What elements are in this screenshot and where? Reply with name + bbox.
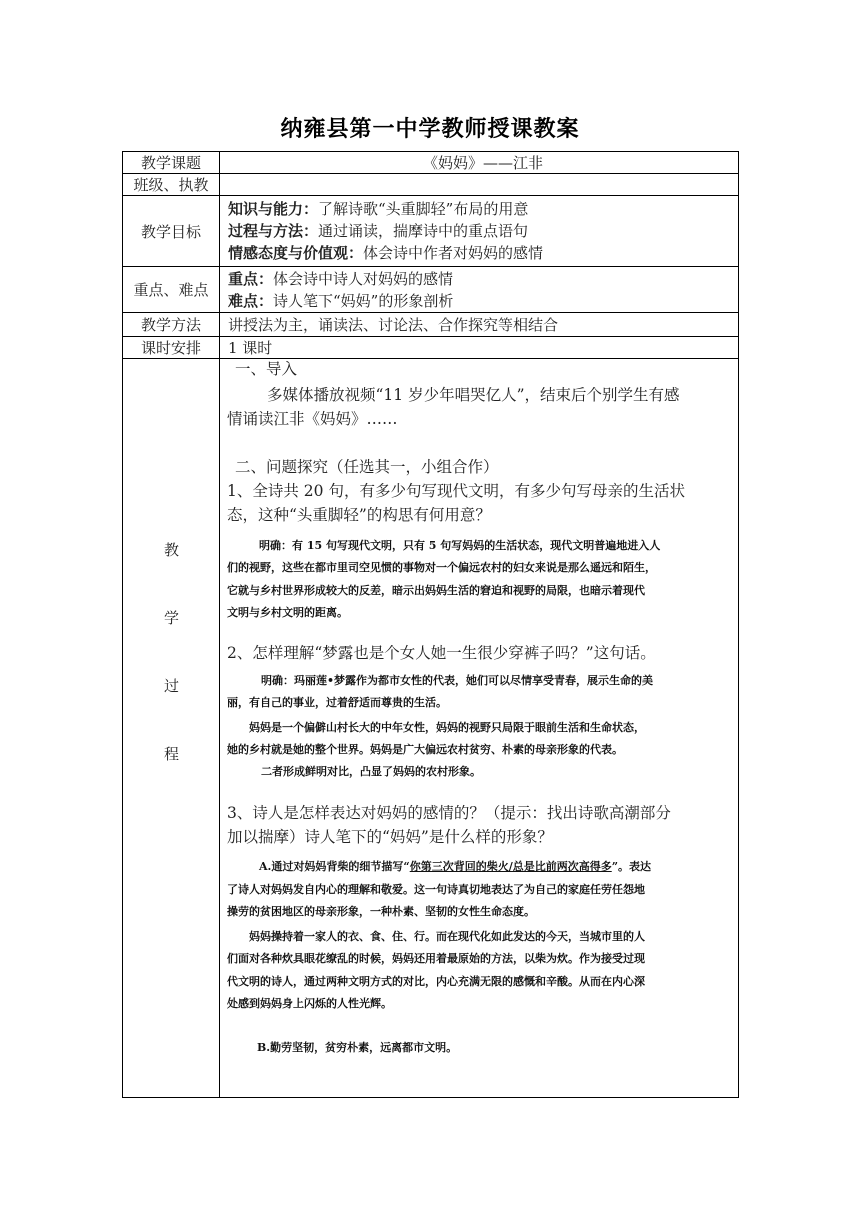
keypoint-focus: [228, 268, 738, 290]
keypoint-difficulty-key: 难点：: [228, 291, 274, 310]
intro-line-1: 多媒体播放视频“11 岁少年唱哭亿人”，结束后个别学生有感: [267, 386, 680, 404]
a1-line-1: 明确：有 15 句写现代文明，只有 5 句写妈妈的生活状态，现代文明普遍地进入人: [259, 539, 661, 552]
row-hours: [123, 337, 739, 359]
q3-line-2: 加以揣摩）诗人笔下的“妈妈”是什么样的形象？: [227, 828, 553, 846]
value-goals: [220, 196, 739, 267]
value-topic: 《妈妈》——江非: [220, 152, 739, 174]
a2-line-2: 丽，有自己的事业，过着舒适而尊贵的生活。: [227, 696, 447, 709]
q1-line-2: 态，这种“头重脚轻”的构思有何用意？: [227, 506, 491, 524]
goal-emotion-key: 情感态度与价值观：: [228, 244, 364, 262]
goal-process-key: 过程与方法：: [228, 222, 319, 240]
goal-knowledge: [228, 198, 738, 220]
keypoint-difficulty-text: 诗人笔下“妈妈”的形象剖析: [273, 291, 454, 310]
a3-line-2: 了诗人对妈妈发自内心的理解和敬爱。这一句诗真切地表达了为自己的家庭任劳任怨地: [227, 883, 645, 896]
process-char-2: 学: [163, 609, 179, 627]
goal-process-text: 通过诵读，揣摩诗中的重点语句: [318, 222, 529, 240]
label-class: 班级、执教: [123, 174, 220, 196]
row-method: [123, 313, 739, 337]
a3-line-1: [227, 856, 732, 879]
a3-line-7: 处感到妈妈身上闪烁的人性光辉。: [227, 997, 392, 1010]
document-title: 纳雍县第一中学教师授课教案: [280, 116, 580, 142]
a2-line-1: 明确：玛丽莲•梦露作为都市女性的代表，她们可以尽情享受青春，展示生命的美: [261, 674, 654, 687]
label-method: 教学方法: [123, 313, 220, 337]
goal-process: [228, 220, 738, 242]
a3-poem-quote: 你第三次背回的柴火/总是比前两次高得多: [409, 860, 612, 873]
value-class: [220, 174, 739, 196]
a3-line-6: 代文明的诗人，通过两种文明方式的对比，内心充满无限的感慨和辛酸。从而在内心深: [227, 975, 645, 988]
row-process: [123, 359, 739, 1098]
value-method: 讲授法为主，诵读法、讨论法、合作探究等相结合: [220, 313, 739, 337]
q2-question: 2、怎样理解“梦露也是个女人她一生很少穿裤子吗？”这句话。: [227, 644, 656, 662]
q1-line-1: 1、全诗共 20 句，有多少句写现代文明，有多少句写母亲的生活状: [227, 482, 685, 500]
a1-line-4: 文明与乡村文明的距离。: [227, 606, 348, 619]
a2-line-3: 妈妈是一个偏僻山村长大的中年女性，妈妈的视野只局限于眼前生活和生命状态，: [249, 721, 645, 734]
label-goals: 教学目标: [123, 196, 220, 267]
keypoint-focus-key: 重点：: [228, 269, 274, 288]
intro-heading: 一、导入: [235, 360, 298, 378]
a3-line-4: 妈妈操持着一家人的衣、食、住、行。而在现代化如此发达的今天，当城市里的人: [249, 930, 645, 943]
label-hours: 课时安排: [123, 337, 220, 359]
value-keypoints: [220, 267, 739, 313]
goal-emotion-text: 体会诗中作者对妈妈的感情: [363, 244, 544, 262]
value-hours: 1 课时: [220, 337, 739, 359]
lesson-plan-table: [122, 151, 739, 1098]
a3-line-1-pre: A.通过对妈妈背柴的细节描写“: [259, 860, 410, 873]
b-answer: B.勤劳坚韧，贫穷朴素，远离都市文明。: [257, 1041, 458, 1054]
a1-line-3: 它就与乡村世界形成较大的反差，暗示出妈妈生活的窘迫和视野的局限，也暗示着现代: [227, 584, 645, 597]
row-goals: [123, 196, 739, 267]
intro-line-2: 情诵读江非《妈妈》……: [227, 410, 398, 428]
process-char-3: 过: [163, 677, 179, 695]
a3-line-5: 们面对各种炊具眼花缭乱的时候，妈妈还用着最原始的方法，以柴为炊。作为接受过现: [227, 952, 645, 965]
a3-line-1-post: ”。表达: [611, 860, 652, 873]
process-char-1: 教: [163, 541, 179, 559]
inquiry-heading: 二、问题探究（任选其一，小组合作）: [235, 458, 499, 476]
label-keypoints: 重点、难点: [123, 267, 220, 313]
a3-line-3: 操劳的贫困地区的母亲形象，一种朴素、坚韧的女性生命态度。: [227, 905, 535, 918]
label-process: [123, 359, 220, 1098]
goal-emotion: [228, 242, 738, 264]
a1-line-2: 们的视野，这些在都市里司空见惯的事物对一个偏远农村的妇女来说是那么遥远和陌生，: [227, 561, 656, 574]
keypoint-focus-text: 体会诗中诗人对妈妈的感情: [273, 269, 454, 288]
q3-line-1: 3、诗人是怎样表达对妈妈的感情的？（提示：找出诗歌高潮部分: [227, 804, 671, 822]
label-topic: 教学课题: [123, 152, 220, 174]
process-char-4: 程: [163, 745, 179, 763]
row-keypoints: [123, 267, 739, 313]
a2-line-4: 她的乡村就是她的整个世界。妈妈是广大偏远农村贫穷、朴素的母亲形象的代表。: [227, 743, 623, 756]
goal-knowledge-text: 了解诗歌“头重脚轻”布局的用意: [318, 200, 529, 218]
keypoint-difficulty: [228, 290, 738, 312]
process-content: [220, 359, 739, 1098]
row-class: [123, 174, 739, 196]
row-topic: [123, 152, 739, 174]
a2-line-5: 二者形成鲜明对比，凸显了妈妈的农村形象。: [261, 765, 481, 778]
goal-knowledge-key: 知识与能力：: [228, 200, 319, 218]
